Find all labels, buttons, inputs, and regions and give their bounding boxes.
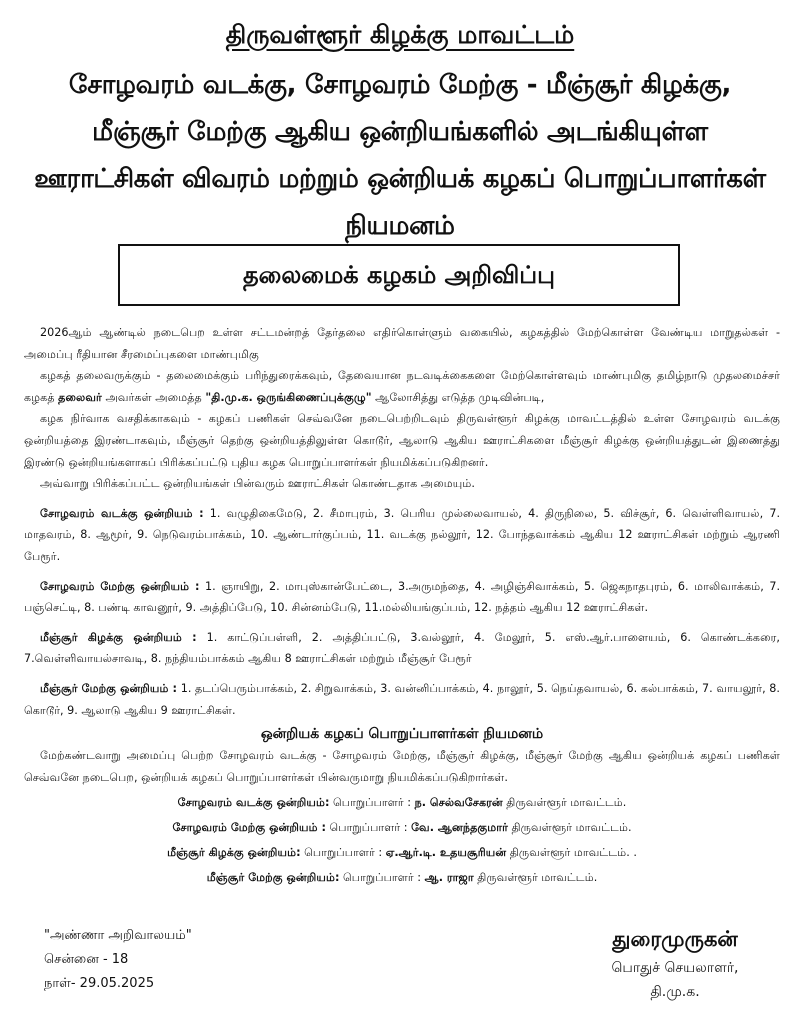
signature-block — [590, 922, 760, 1004]
paragraph-restructure: கழக நிர்வாக வசதிக்காகவும் - கழகப் பணிகள் செவ்வனே நடைபெற்றிடவும் திருவள்ளூர் கிழக்கு மாவட்டத்தில் உள்ள சோழவரம் வடக்கு ஒன்றியத்தை இரண்டாகவும், மீஞ்சூர் தெற்கு ஒன்றியத்திலுள்ள கொடூர், ஆலாடு ஆகிய ஊராட்சிகளை மீஞ்சூர் கிழக்கு ஒன்றியத்துடன் இணைத்து இரண்டு ஒன்றியங்களாகப் பிரிக்கப்பட்டு புதிய கழக பொறுப்பாளர்கள் நியமிக்கப்படுகிறனர். — [24, 412, 780, 469]
appointment-row: மீஞ்சூர் கிழக்கு ஒன்றியம்: பொறுப்பாளர் : ஏ.ஆர்.டி. உதயசூரியன் திருவள்ளூர் மாவட்டம். . — [167, 846, 637, 860]
party-name: தி.மு.க. — [650, 984, 700, 1000]
union-block-cholavaram-west: சோழவரம் மேற்கு ஒன்றியம் : 1. ஞாயிறு, 2. மாபுஸ்கான்பேட்டை, 3.அருமந்தை, 4. அழிஞ்சிவாக்கம், 5. ஜெகநாதபுரம், 6. மாலிவாக்கம், 7. பஞ்செட்டி, 8. பண்டி காவனூர், 9. அத்திப்பேடு, 10. சின்னம்பேடு, 11.மல்லியங்குப்பம், 12. நத்தம் ஆகிய 12 ஊராட்சிகள். — [24, 579, 780, 615]
district-title: திருவள்ளூர் கிழக்கு மாவட்டம் — [225, 20, 575, 49]
appointment-heading: ஒன்றியக் கழகப் பொறுப்பாளர்கள் நியமனம் — [260, 726, 544, 743]
union-block-minjur-west: மீஞ்சூர் மேற்கு ஒன்றியம் : 1. தடப்பெரும்பாக்கம், 2. சிறுவாக்கம், 3. வன்னிப்பாக்கம், 4. நாலூர், 5. நெய்தவாயல், 6. கல்பாக்கம், 7. வாயலூர், 8. கொடூர், 9. ஆலாடு ஆகிய 9 ஊராட்சிகள். — [24, 681, 780, 717]
union-block-cholavaram-north: சோழவரம் வடக்கு ஒன்றியம் : 1. வழுதிகைமேடு, 2. சீமாபுரம், 3. பெரிய முல்லைவாயல், 4. திருநிலை, 5. விச்சூர், 6. வெள்ளிவாயல், 7. மாதவரம், 8. ஆமூர், 9. நெடுவரம்பாக்கம், 10. ஆண்டார்குப்பம், 11. வடக்கு நல்லூர், 12. போந்தவாக்கம் ஆகிய 12 ஊராட்சிகள் மற்றும் ஆரணி பேரூர். — [24, 506, 781, 563]
appointment-row: மீஞ்சூர் மேற்கு ஒன்றியம்: பொறுப்பாளர் : ஆ. ராஜா திருவள்ளூர் மாவட்டம். — [206, 871, 598, 885]
address-block — [44, 924, 192, 996]
paragraph-committee: கழகத் தலைவருக்கும் - தலைமைக்கும் பரிந்துரைக்கவும், தேவையான நடவடிக்கைகளை மேற்கொள்ளவும் மாண்புமிகு தமிழ்நாடு முதலமைச்சர் கழகத் தலைவர் அவர்கள் அமைத்த "தி.மு.க. ஒருங்கிணைப்புக்குழு" ஆலோசித்து எடுத்த முடிவின்படி, — [24, 369, 780, 404]
union-block-minjur-east: மீஞ்சூர் கிழக்கு ஒன்றியம் : 1. காட்டுப்பள்ளி, 2. அத்திப்பட்டு, 3.வல்லூர், 4. மேலூர், 5. எஸ்.ஆர்.பாளையம், 6. கொண்டக்கரை, 7.வெள்ளிவாயல்சாவடி, 8. நந்தியம்பாக்கம் ஆகிய 8 ஊராட்சிகள் மற்றும் மீஞ்சூர் பேரூர் — [24, 630, 780, 666]
appointment-list — [24, 790, 780, 890]
office-name: "அண்ணா அறிவாலயம்" — [44, 928, 192, 943]
issue-date: நாள்- 29.05.2025 — [44, 976, 155, 991]
office-city: சென்னை - 18 — [44, 952, 129, 967]
appointment-row: சோழவரம் வடக்கு ஒன்றியம்: பொறுப்பாளர் : ந. செல்வசேகரன் திருவள்ளூர் மாவட்டம். — [177, 796, 627, 810]
paragraph-unions-lead: அவ்வாறு பிரிக்கப்பட்ட ஒன்றியங்கள் பின்வரும் ஊராட்சிகள் கொண்டதாக அமையும். — [40, 477, 475, 491]
appointment-intro: மேற்கண்டவாறு அமைப்பு பெற்ற சோழவரம் வடக்கு - சோழவரம் மேற்கு, மீஞ்சூர் கிழக்கு, மீஞ்சூர் மேற்கு ஆகிய ஒன்றியக் கழகப் பணிகள் செவ்வனே நடைபெற, ஒன்றியக் கழகப் பொறுப்பாளர்கள் பின்வருமாறு நியமிக்கப்படுகிறார்கள். — [24, 749, 780, 784]
signatory-name: துரைமுருகன் — [612, 927, 738, 951]
signatory-designation: பொதுச் செயலாளர், — [611, 960, 739, 976]
paragraph-intro: 2026ஆம் ஆண்டில் நடைபெற உள்ள சட்டமன்றத் தேர்தலை எதிர்கொள்ளும் வகையில், கழகத்தில் மேற்கொள்ள வேண்டிய மாறுதல்கள் - அமைப்பு ரீதியான சீரமைப்புகளை மாண்புமிகு — [24, 326, 780, 361]
announcement-body — [24, 322, 780, 890]
headline: சோழவரம் வடக்கு, சோழவரம் மேற்கு - மீஞ்சூர் கிழக்கு, மீஞ்சூர் மேற்கு ஆகிய ஒன்றியங்களில் அடங்கியுள்ள ஊராட்சிகள் விவரம் மற்றும் ஒன்றியக் கழகப் பொறுப்பாளர்கள் நியமனம் — [34, 70, 766, 241]
appointment-row: சோழவரம் மேற்கு ஒன்றியம் : பொறுப்பாளர் : வே. ஆனந்தகுமார் திருவள்ளூர் மாவட்டம். — [172, 821, 632, 835]
headquarters-announcement-box: தலைமைக் கழகம் அறிவிப்பு — [118, 244, 680, 306]
